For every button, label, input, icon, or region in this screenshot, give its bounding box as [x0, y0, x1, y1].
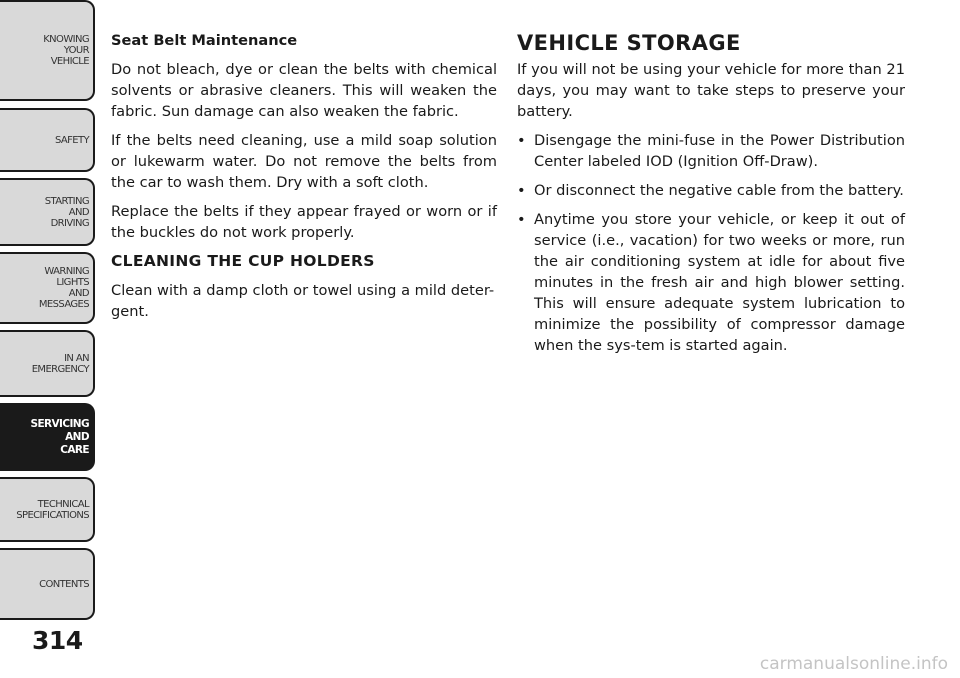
bullet-icon: • [517, 211, 526, 228]
storage-bullet-list [517, 130, 905, 356]
tab-starting-and-driving[interactable] [0, 178, 95, 246]
tab-label: SERVICING AND CARE [30, 417, 89, 456]
tab-knowing-your-vehicle[interactable] [0, 0, 95, 101]
tab-label: IN AN EMERGENCY [31, 352, 89, 375]
vehicle-storage-intro: If you will not be using your vehicle for more than 21 days, you may want to take steps to preserve your battery. [517, 61, 905, 120]
seat-belt-paragraph: If the belts need cleaning, use a mild soap solution or lukewarm water. Do not remove the belts from the car to wash them. Dry with a soft cloth. [111, 132, 497, 191]
tab-technical-specifications[interactable] [0, 477, 95, 542]
bullet-icon: • [517, 132, 526, 149]
list-item-text: Anytime you store your vehicle, or keep it out of service (i.e., vacation) for two weeks or more, run the air conditioning system at idle for about five minutes in the fresh air and high blower setting. This will ensure adequate system lubrication to minimize the possibility of compressor damage when the sys-tem is started again. [534, 211, 905, 354]
seat-belt-paragraph: Do not bleach, dye or clean the belts with chemical solvents or abrasive cleaners. This will weaken the fabric. Sun damage can also weaken the fabric. [111, 61, 497, 120]
tab-label: SAFETY [54, 134, 89, 146]
cup-holders-heading: CLEANING THE CUP HOLDERS [111, 252, 375, 270]
left-column [111, 30, 497, 330]
list-item [517, 130, 905, 172]
list-item [517, 209, 905, 356]
tab-label: TECHNICAL SPECIFICATIONS [16, 498, 89, 521]
bullet-icon: • [517, 182, 526, 199]
tab-in-an-emergency[interactable] [0, 330, 95, 397]
tab-warning-lights-and-messages[interactable] [0, 252, 95, 324]
vehicle-storage-heading: VEHICLE STORAGE [517, 31, 741, 55]
cup-holders-paragraph: Clean with a damp cloth or towel using a mild deter-gent. [111, 282, 495, 320]
list-item [517, 180, 905, 201]
seat-belt-paragraph: Replace the belts if they appear frayed or worn or if the buckles do not work properly. [111, 203, 497, 241]
tab-label: WARNING LIGHTS AND MESSAGES [38, 266, 89, 310]
tab-safety[interactable] [0, 108, 95, 172]
tab-contents[interactable] [0, 548, 95, 620]
tab-label: CONTENTS [39, 578, 89, 590]
watermark: carmanualsonline.info [759, 654, 948, 674]
tab-label: STARTING AND DRIVING [44, 195, 89, 229]
page-number: 314 [32, 626, 83, 655]
list-item-text: Disengage the mini-fuse in the Power Distribution Center labeled IOD (Ignition Off-Draw). [534, 132, 905, 170]
tab-label: KNOWING YOUR VEHICLE [43, 34, 89, 67]
tab-servicing-and-care[interactable] [0, 403, 95, 471]
seat-belt-heading: Seat Belt Maintenance [111, 32, 298, 49]
list-item-text: Or disconnect the negative cable from the battery. [534, 182, 904, 199]
right-column [517, 30, 905, 364]
chapter-tabs [0, 0, 100, 678]
